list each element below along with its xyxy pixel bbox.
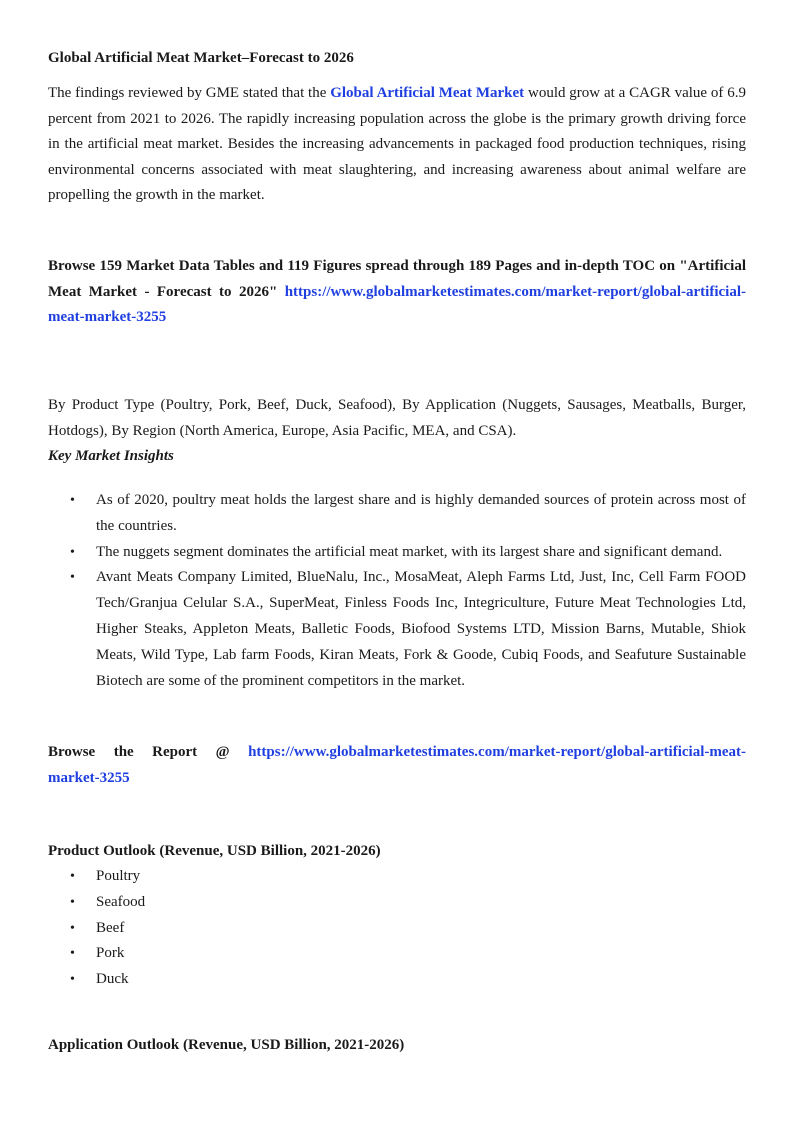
document-title: Global Artificial Meat Market–Forecast to 2026 — [48, 50, 354, 66]
bullet-icon: • — [70, 493, 75, 508]
segmentation-paragraph: By Product Type (Poultry, Pork, Beef, Duck, Seafood), By Application (Nuggets, Sausages, Meatballs, Burger, Hotdogs), By Region (North America, Europe, Asia Pacific, MEA, and CSA). — [48, 397, 746, 439]
bullet-icon: • — [70, 544, 75, 560]
intro-text-after: would grow at a CAGR value of 6.9 percent from 2021 to 2026. The rapidly increasing population across the globe is the primary growth driving force in the artificial meat market. Besides the increasing advancements in packaged food production techniques, rising environmental concerns associated with meat slaughtering, and increasing awareness about animal welfare are propelling the growth in the market. — [48, 85, 746, 203]
list-item: • As of 2020, poultry meat holds the largest share and is highly demanded sources of protein across most of the countries. — [48, 488, 746, 540]
list-item: • Avant Meats Company Limited, BlueNalu, Inc., MosaMeat, Aleph Farms Ltd, Just, Inc, Cell Farm FOOD Tech/Granjua Celular S.A., SuperMeat, Finless Foods Inc, Integriculture, Future Meat Technologies Ltd, Higher Steaks, Appleton Meats, Balletic Foods, Biofood Systems LTD, Mission Barns, Mutable, Shiok Meats, Wild Type, Lab farm Foods, Kiran Meats, Fork & Goode, Cubiq Foods, and Seafuture Sustainable Biotech are some of the prominent competitors in the market. — [48, 565, 746, 694]
list-item: • Poultry — [48, 864, 348, 890]
browse-report-text: Browse the Report @ — [48, 744, 249, 760]
insights-list — [48, 488, 746, 694]
list-item: • Duck — [48, 967, 348, 993]
list-item: • Beef — [48, 916, 348, 942]
product-outlook-heading: Product Outlook (Revenue, USD Billion, 2021-2026) — [48, 843, 381, 859]
list-item: • Pork — [48, 941, 348, 967]
browse-toc-paragraph — [48, 254, 746, 331]
intro-text-before: The findings reviewed by GME stated that the — [48, 85, 331, 101]
bullet-icon: • — [70, 920, 75, 936]
list-item: • The nuggets segment dominates the artificial meat market, with its largest share and significant demand. — [48, 540, 746, 566]
bullet-icon: • — [70, 894, 75, 910]
bullet-icon: • — [70, 972, 75, 988]
browse-report-paragraph — [48, 740, 746, 791]
key-insights-heading: Key Market Insights — [48, 448, 174, 464]
bullet-icon: • — [70, 869, 75, 884]
browse-toc-text: Browse 159 Market Data Tables and 119 Figures spread through 189 Pages and in-depth TOC on "Artificial Meat Market - Forecast to 2026" — [48, 258, 746, 300]
product-list — [48, 864, 348, 993]
bullet-icon: • — [70, 946, 75, 962]
market-link[interactable]: Global Artificial Meat Market — [330, 85, 525, 101]
list-item: • Seafood — [48, 890, 348, 916]
browse-report-link[interactable]: https://www.globalmarketestimates.com/market-report/global-artificial-meat-market-3255 — [48, 744, 746, 786]
browse-toc-link[interactable]: https://www.globalmarketestimates.com/market-report/global-artificial-meat-market-3255 — [48, 283, 746, 325]
bullet-icon: • — [70, 570, 75, 586]
application-outlook-heading: Application Outlook (Revenue, USD Billion, 2021-2026) — [48, 1037, 405, 1053]
intro-paragraph — [48, 81, 746, 209]
